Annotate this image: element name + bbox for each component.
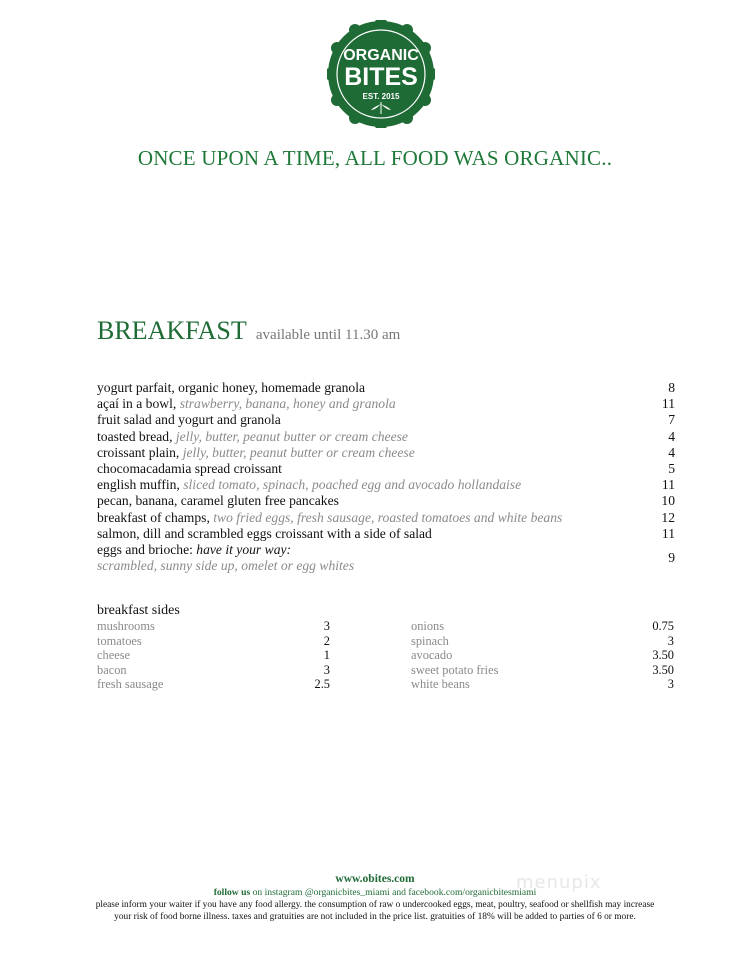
menu-item [97,412,675,428]
item-price: 10 [661,493,675,509]
side-name: fresh sausage [97,677,164,692]
menu-item-eggs-brioche [97,542,675,574]
item-name: eggs and brioche: [97,542,193,558]
menu-item [97,429,675,445]
menu-item [97,445,675,461]
website-link[interactable]: www.obites.com [335,873,415,885]
side-item [97,619,330,634]
side-name: tomatoes [97,633,142,648]
menu-item [97,396,675,412]
social-follow-line [0,886,750,899]
allergy-note-line-1: please inform your waiter if you have any food allergy. the consumption of raw o undercooked eggs, meat, poultry, seafood or shellfish may increase [95,900,655,910]
item-price: 7 [668,412,675,428]
sides-list-left [97,619,330,692]
item-price: 11 [661,525,675,541]
menu-item [97,477,675,493]
item-name-italic: have it your way: [196,542,292,558]
item-description: strawberry, banana, honey and granola [179,396,396,412]
menu-item [97,380,675,396]
item-name: english muffin, [97,477,180,493]
item-name: toasted bread, [97,428,173,444]
side-price: 2.5 [314,677,330,692]
menu-item [97,461,675,477]
side-price: 1 [323,648,330,663]
item-description: jelly, butter, peanut butter or cream cheese [175,428,408,444]
side-item [411,663,674,678]
side-price: 2 [323,633,330,648]
menu-item [97,526,675,542]
side-price: 3.50 [652,648,674,663]
tagline: ONCE UPON A TIME, ALL FOOD WAS ORGANIC.. [137,146,613,170]
side-name: bacon [97,662,127,677]
menu-item [97,510,675,526]
item-description: two fried eggs, fresh sausage, roasted tomatoes and white beans [213,509,563,525]
side-item [97,648,330,663]
item-name: açaí in a bowl, [97,396,177,412]
side-price: 3.50 [652,662,674,677]
side-name: sweet potato fries [411,662,499,677]
side-name: onions [411,619,445,633]
side-name: mushrooms [97,619,155,633]
organic-bites-logo [327,20,435,128]
logo-line-bites: BITES [344,63,418,91]
section-heading [97,316,400,346]
side-item [411,677,674,692]
side-item [411,648,674,663]
item-name: salmon, dill and scrambled eggs croissant with a side of salad [97,525,432,541]
allergy-note-line-2: your risk of food borne illness. taxes and gratuities are not included in the price list. gratuities of 18% will be added to parties of 6 or more. [114,912,636,922]
footer [0,872,750,923]
item-price: 12 [661,509,675,525]
item-name: fruit salad and yogurt and granola [97,412,281,428]
item-description: sliced tomato, spinach, poached egg and avocado hollandaise [183,477,522,493]
item-name: chocomacadamia spread croissant [97,461,282,477]
item-name: breakfast of champs, [97,509,210,525]
side-name: cheese [97,648,131,663]
sides-list-right [411,619,674,692]
side-item [97,634,330,649]
side-price: 3 [667,677,674,692]
item-price: 8 [668,380,675,395]
side-price: 3 [323,619,330,633]
side-name: spinach [411,633,449,648]
item-price: 11 [661,396,675,412]
section-subtitle: available until 11.30 am [255,327,401,343]
side-price: 3 [323,662,330,677]
item-price: 4 [668,428,675,444]
item-price: 11 [661,477,675,493]
logo-line-est: EST. 2015 [362,92,400,101]
sides-title: breakfast sides [97,603,180,618]
side-item [411,634,674,649]
item-name: yogurt parfait, organic honey, homemade granola [97,380,366,395]
side-price: 3 [667,633,674,648]
side-price: 0.75 [652,619,674,633]
logo-line-organic: ORGANIC [343,47,419,64]
item-description: jelly, butter, peanut butter or cream cheese [182,444,415,460]
item-price: 4 [668,444,675,460]
item-name: croissant plain, [97,444,180,460]
item-price: 5 [668,461,675,477]
menu-item [97,493,675,509]
side-name: white beans [411,677,470,692]
item-name: pecan, banana, caramel gluten free pancakes [97,493,339,509]
side-item [411,619,674,634]
section-title: BREAKFAST [97,316,247,345]
follow-text: on instagram @organicbites_miami and facebook.com/organicbitesmiami [252,887,537,898]
side-name: avocado [411,648,453,663]
item-price: 9 [668,550,675,566]
menupix-watermark: menupix [516,872,602,893]
item-description: scrambled, sunny side up, omelet or egg whites [97,558,355,574]
follow-label: follow us [213,887,251,898]
breakfast-menu-list [97,380,675,574]
side-item [97,663,330,678]
side-item [97,677,330,692]
